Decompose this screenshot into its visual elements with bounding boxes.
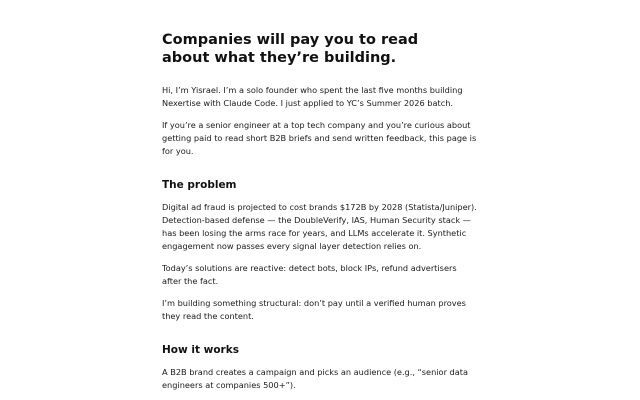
problem-paragraph-1: Digital ad fraud is projected to cost brands $172B by 2028 (Statista/Juniper). Detection-based defense — the DoubleVerify, IAS, Human Security stack — has been losing the arms race for years, and LLMs accelerate it. Synthetic engagement now passes every signal layer detection relies on. bbox=[162, 202, 477, 251]
section-heading-how-it-works: How it works bbox=[162, 344, 239, 356]
page-title: Companies will pay you to read about what they’re building. bbox=[162, 32, 419, 66]
intro-paragraph-1: Hi, I’m Yisrael. I’m a solo founder who spent the last five months building Nexertise with Claude Code. I just applied to YC’s Summer 2026 batch. bbox=[162, 85, 463, 108]
intro-paragraph-2: If you’re a senior engineer at a top tech company and you’re curious about getting paid to read short B2B briefs and send written feedback, this page is for you. bbox=[162, 120, 477, 156]
how-it-works-paragraph-1: A B2B brand creates a campaign and picks an audience (e.g., “senior data engineers at companies 500+”). bbox=[162, 367, 468, 390]
problem-paragraph-2: Today’s solutions are reactive: detect bots, block IPs, refund advertisers after the fact. bbox=[162, 263, 457, 286]
section-heading-problem: The problem bbox=[162, 179, 237, 191]
problem-paragraph-3: I’m building something structural: don’t pay until a verified human proves they read the content. bbox=[162, 298, 466, 321]
article bbox=[162, 31, 478, 392]
